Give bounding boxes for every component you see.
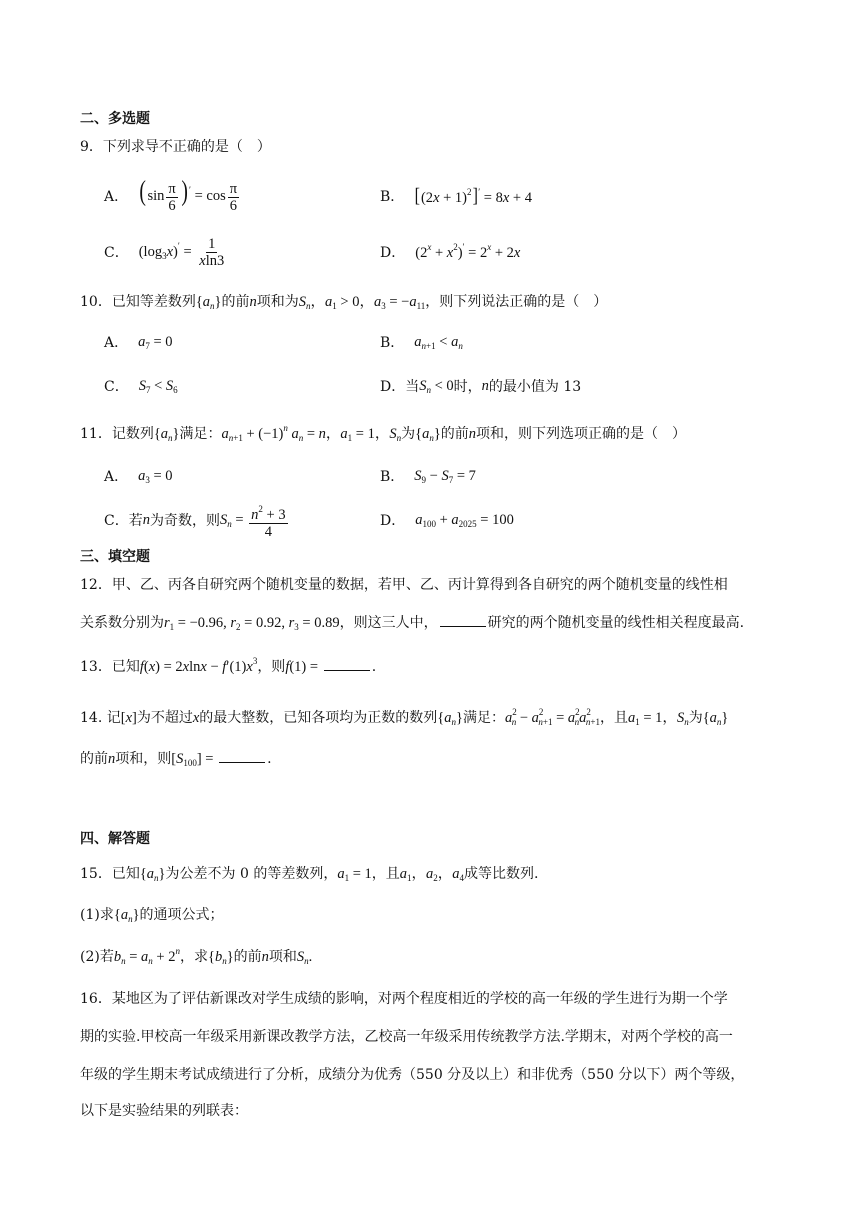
question-15-part-2: (2)若$b_n = a_n + 2^n$，求$\{b_n\}$的前n项和$S_n$. — [80, 946, 313, 966]
question-11-stem: 11．记数列$\{a_n\}$满足：$a_{n+1} + (-1)^n$ $a_n = n$，$a_1 = 1$，$S_n$为$\{a_n\}$的前n项和，则下列选项正确的是（ ） — [80, 423, 687, 443]
question-10-option-d: D．当 $S_n < 0$ 时， n 的最小值为 13 — [380, 377, 582, 395]
question-10-option-b: B． $a_{n+1} < a_n$ — [380, 333, 463, 351]
question-10-option-c: C． $S_7 < S_6$ — [104, 377, 178, 395]
question-15-part-1: (1)求$\{a_n\}$的通项公式； — [80, 907, 224, 924]
question-9-option-b: B． $[(2x + 1)^2]' = 8x + 4$ — [380, 184, 532, 207]
question-14-line-2: 的前n项和，则$[S_{100}]$ = . — [80, 751, 272, 768]
question-13: 13．已知$f(x) = 2xlnx - f'(1)x^3$，则f(1) = . — [80, 656, 377, 675]
section-heading-multiple-choice: 二、多选题 — [80, 111, 150, 127]
question-11-options-row-2 — [0, 500, 860, 540]
question-14-line-1: 14. 记[x]为不超过x的最大整数，已知各项均为正数的数列$\{a_n\}$满足：$a^2_n - a^2_{n+1} = a^2_na^2_{n+1}$，且$a_1 = 1$，$S_n$为$\{a_n\}$ — [80, 707, 729, 727]
section-heading-fill-in: 三、填空题 — [80, 549, 150, 565]
question-9-option-d: D． $(2^x + x^2)' = 2^x + 2x$ — [380, 242, 521, 261]
question-11-option-c: C．若 n 为奇数，则 $S_n$ = $\frac{n^2 + 3}{4}$ — [104, 500, 290, 540]
question-9-stem: 9．下列求导不正确的是（ ） — [80, 139, 271, 155]
question-15-stem: 15．已知$\{a_n\}$为公差不为 0 的等差数列，$a_1 = 1$，且$a_1$，$a_2$，$a_4$成等比数列. — [80, 866, 539, 883]
question-12-line-1: 12．甲、乙、丙各自研究两个随机变量的数据，若甲、乙、丙计算得到各自研究的两个随机变量的线性相 — [80, 577, 728, 593]
question-16-line-3: 年级的学生期末考试成绩进行了分析，成绩分为优秀（550 分及以上）和非优秀（550 分以下）两个等级， — [80, 1067, 745, 1083]
question-16-line-2: 期的实验.甲校高一年级采用新课改教学方法，乙校高一年级采用传统教学方法.学期末，对两个学校的高一 — [80, 1029, 733, 1045]
question-12-line-2: 关系数分别为$r_1 = -0.96$, $r_2 = 0.92$, $r_3 = 0.89$，则这三人中， 研究的两个随机变量的线性相关程度最高. — [80, 615, 745, 632]
question-9-option-a: A． (sin $\frac{\pi}{6}$ )′ = cos $\frac{\pi}{6}$ — [104, 176, 238, 214]
question-11-option-b: B． $S_9 - S_7 = 7$ — [380, 467, 476, 485]
question-9-options-row-2 — [0, 232, 860, 272]
question-9-option-c: C． $(\log_3x)'$ = $\frac{1}{xln3}$ — [104, 235, 225, 269]
question-11-option-a: A． $a_3 = 0$ — [104, 467, 173, 485]
section-heading-solutions: 四、解答题 — [80, 831, 150, 847]
question-16-line-4: 以下是实验结果的列联表： — [80, 1103, 248, 1119]
question-10-option-a: A． $a_7 = 0$ — [104, 333, 173, 351]
question-10-options-row-2 — [0, 366, 860, 406]
question-11-option-d: D． $a_{100} + a_{2025} = 100$ — [380, 511, 514, 529]
question-16-line-1: 16．某地区为了评估新课改对学生成绩的影响，对两个程度相近的学校的高一年级的学生进行为期一个学 — [80, 991, 728, 1007]
question-10-options-row-1 — [0, 322, 860, 362]
question-10-stem: 10．已知等差数列$\{a_n\}$的前n项和为$S_n$，$a_1 > 0$，$a_3 = -a_{11}$，则下列说法正确的是（ ） — [80, 294, 608, 311]
question-9-options-row-1 — [0, 176, 860, 216]
question-11-options-row-1 — [0, 456, 860, 496]
